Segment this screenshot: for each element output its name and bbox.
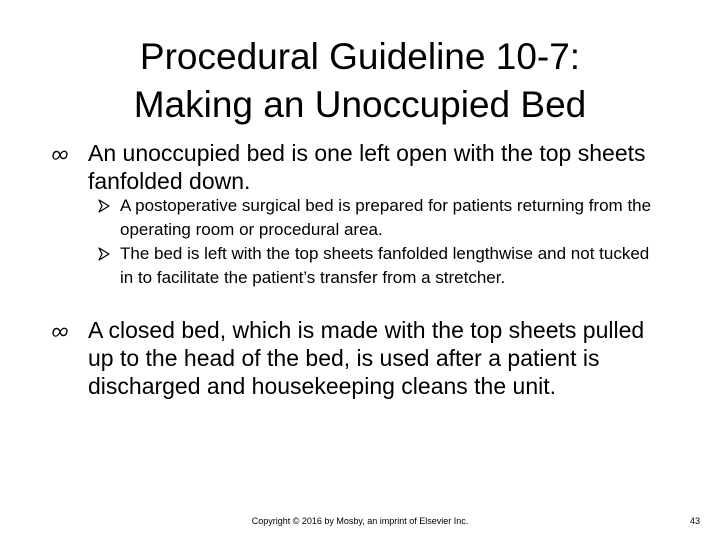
fancy-bullet-icon	[50, 145, 70, 165]
page-number: 43	[689, 516, 700, 526]
slide-title-line-1: Procedural Guideline 10-7:	[139, 36, 581, 77]
subbullet-item-postoperative-bed: A postoperative surgical bed is prepared for patients returning from the operating room or procedural area.	[120, 196, 652, 239]
slide-title	[60, 33, 660, 129]
fancy-bullet-icon	[50, 322, 70, 342]
subbullet-item-fanfolded-sheets: The bed is left with the top sheets fanfolded lengthwise and not tucked in to facilitate the patient’s transfer from a stretcher.	[120, 244, 650, 287]
bullet-item-unoccupied-bed: An unoccupied bed is one left open with the top sheets fanfolded down.	[88, 140, 646, 194]
bullet-item-closed-bed: A closed bed, which is made with the top sheets pulled up to the head of the bed, is used after a patient is discharged and housekeeping cleans the unit.	[88, 317, 645, 399]
arrowhead-bullet-icon	[97, 199, 111, 213]
arrowhead-bullet-icon	[97, 247, 111, 261]
copyright-footer: Copyright © 2016 by Mosby, an imprint of Elsevier Inc.	[251, 516, 469, 526]
slide-title-line-2: Making an Unoccupied Bed	[133, 84, 587, 125]
